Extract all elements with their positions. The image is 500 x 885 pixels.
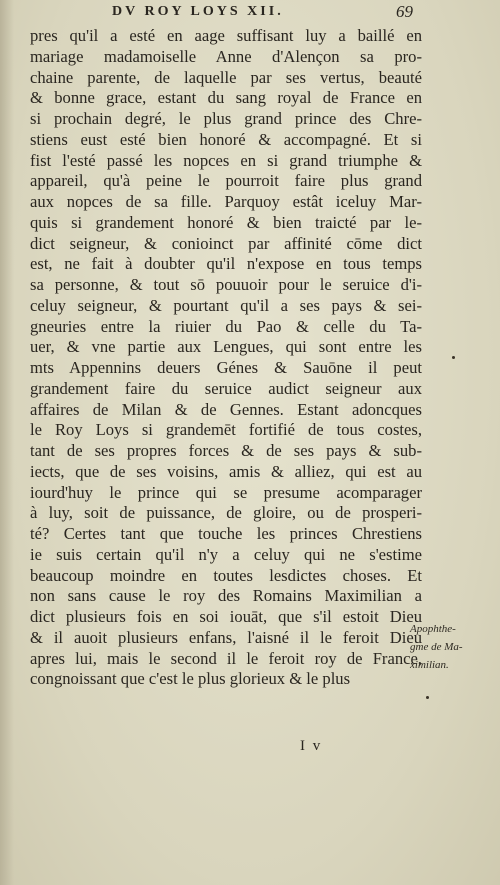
page-header: [0, 2, 500, 28]
running-title: DV ROY LOYS XII.: [112, 4, 284, 19]
text-line: apres lui, mais le second il le feroit roy de France,: [30, 648, 422, 668]
text-line: congnoissant que c'est le plus glorieux & le plus: [30, 669, 351, 689]
text-line: est, ne fait à doubter qu'il n'expose en tous temps: [30, 254, 422, 274]
text-line: beaucoup moindre en toutes lesdictes choses. Et: [30, 565, 422, 585]
text-line: aux nopces de sa fille. Parquoy estât iceluy Mar-: [30, 192, 422, 211]
text-line: stiens eust esté bien honoré & accompagné. Et si: [30, 129, 422, 149]
margin-note-line: ximilian.: [410, 659, 449, 671]
text-line: non sans cause le roy des Romains Maximilian a: [30, 586, 422, 606]
page-gutter-shadow: [0, 0, 14, 885]
text-line: té? Certes tant que touche les princes Chrestiens: [30, 524, 422, 543]
margin-note-line: gme de Ma-: [410, 641, 463, 653]
text-line: dict seigneur, & conioinct par affinité cōme dict: [30, 233, 422, 253]
text-line: tant de ses propres forces & de ses pays & sub-: [30, 441, 422, 460]
text-line: fist l'esté passé les nopces en si grand triumphe &: [30, 150, 422, 170]
text-line: affaires de Milan & de Gennes. Estant adoncques: [30, 399, 422, 419]
ink-speck: [426, 696, 429, 699]
text-line: gneuries entre la riuier du Pao & celle du Ta-: [30, 316, 422, 336]
ink-speck: [452, 356, 455, 359]
main-text-block: [30, 26, 422, 690]
text-line: pres qu'il a esté en aage suffisant luy a baillé en: [30, 26, 422, 45]
text-line: grandement faire du seruice audict seigneur aux: [30, 378, 422, 398]
text-line: & bonne grace, estant du sang royal de France en: [30, 88, 422, 108]
text-line: iects, que de ses voisins, amis & alliez, qui est au: [30, 461, 422, 481]
margin-note-line: Apophthe-: [410, 623, 456, 635]
text-line: chaine parente, de laquelle par ses vertus, beauté: [30, 67, 422, 87]
margin-note: [410, 620, 496, 674]
text-line: appareil, qu'à peine le pourroit faire plus grand: [30, 171, 422, 191]
text-line: sa personne, & tout sō pouuoir pour le seruice d'i-: [30, 275, 422, 294]
signature-mark: I v: [300, 738, 323, 754]
text-line: mariage madamoiselle Anne d'Alençon sa pro-: [30, 46, 422, 66]
text-line: uer, & vne partie aux Lengues, qui sont entre les: [30, 337, 422, 357]
text-line: le Roy Loys si grandemēt fortifié de tous costes,: [30, 420, 422, 440]
text-line: dict plusieurs fois en soi iouāt, que s'il estoit Dieu: [30, 607, 422, 626]
text-line: iourd'huy le prince qui se presume acomparager: [30, 482, 422, 502]
text-line: celuy seigneur, & pourtant qu'il a ses pays & sei-: [30, 295, 422, 315]
text-line: & il auoit plusieurs enfans, l'aisné il le feroit Dieu: [30, 627, 422, 647]
page-number: 69: [396, 2, 413, 21]
text-line: à luy, soit de puissance, de gloire, ou de prosperi-: [30, 503, 422, 523]
text-line: quis si grandement honoré & bien traicté par le-: [30, 212, 422, 232]
text-line: mts Appennins deuers Génes & Sauōne il peut: [30, 358, 422, 377]
text-line: si prochain degré, le plus grand prince des Chre-: [30, 109, 422, 128]
text-line: ie suis certain qu'il n'y a celuy qui ne s'estime: [30, 544, 422, 564]
